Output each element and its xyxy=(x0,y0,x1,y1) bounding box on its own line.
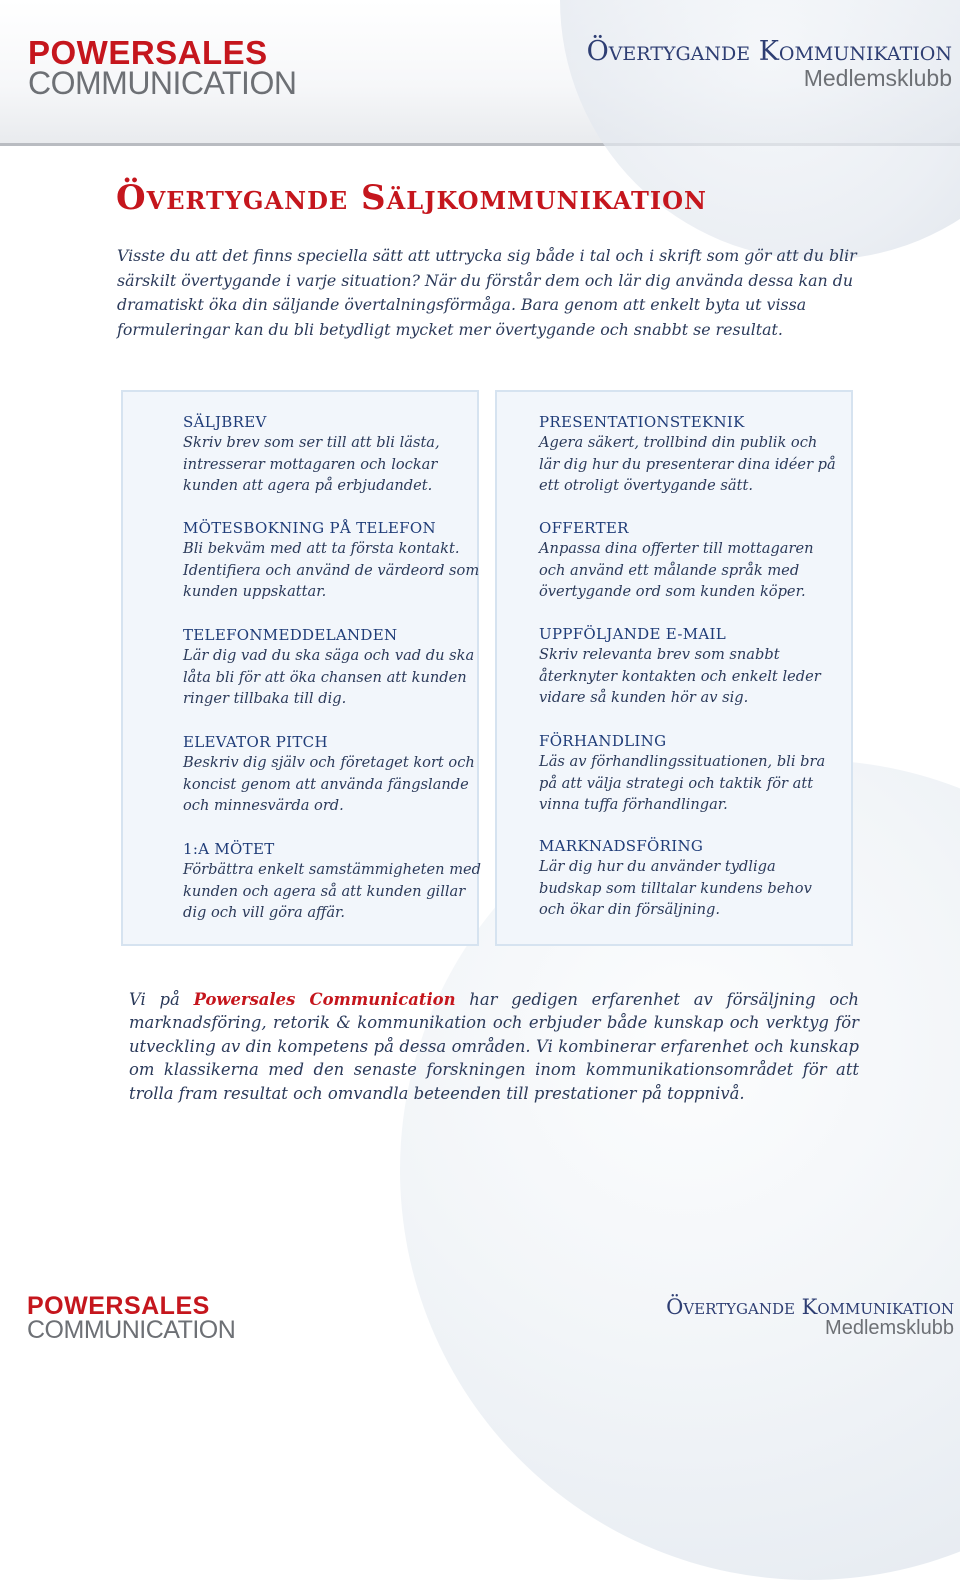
club-logo xyxy=(587,38,952,90)
topic-description: Beskriv dig själv och företaget kort och koncist genom att använda fängslande och minnesvärda ord. xyxy=(183,754,475,814)
topic-heading: PRESENTATIONSTEKNIK xyxy=(539,413,745,431)
topic-description: Skriv brev som ser till att bli lästa, intresserar mottagaren och lockar kunden att agera på erbjudandet. xyxy=(183,434,440,494)
topic-heading: MARKNADSFÖRING xyxy=(539,837,704,855)
topic-item xyxy=(183,518,483,603)
logo-line-2: COMMUNICATION xyxy=(27,1316,236,1344)
powersales-logo-footer xyxy=(27,1294,235,1343)
topic-item xyxy=(183,732,483,817)
powersales-logo xyxy=(28,36,296,99)
topic-description: Lär dig vad du ska säga och vad du ska låta bli för att öka chansen att kunden ringer tillbaka till dig. xyxy=(183,647,475,707)
page-header xyxy=(0,0,960,146)
topic-description: Bli bekväm med att ta första kontakt. Identifiera och använd de värdeord som kunden uppskattar. xyxy=(183,540,480,600)
topic-heading: UPPFÖLJANDE E-MAIL xyxy=(539,625,726,643)
topic-heading: 1:A MÖTET xyxy=(183,840,275,858)
topic-item xyxy=(183,839,483,924)
closing-text-start: Vi på xyxy=(129,990,194,1009)
topic-heading: MÖTESBOKNING PÅ TELEFON xyxy=(183,519,436,537)
topic-item xyxy=(539,731,839,816)
topic-heading: FÖRHANDLING xyxy=(539,732,667,750)
topic-heading: OFFERTER xyxy=(539,519,629,537)
logo-line-2: COMMUNICATION xyxy=(28,65,297,101)
topic-heading: ELEVATOR PITCH xyxy=(183,733,328,751)
topic-description: Lär dig hur du använder tydliga budskap som tilltalar kundens behov och ökar din försäljning. xyxy=(539,858,812,918)
topic-description: Agera säkert, trollbind din publik och lär dig hur du presenterar dina idéer på ett otroligt övertygande sätt. xyxy=(539,434,836,494)
page-title: Övertygande Säljkommunikation xyxy=(116,178,707,218)
club-name: Övertygande Kommunikation xyxy=(586,36,952,67)
club-name: Övertygande Kommunikation xyxy=(666,1295,954,1319)
topic-heading: SÄLJBREV xyxy=(183,413,267,431)
topic-item xyxy=(183,625,483,710)
club-subtitle: Medlemsklubb xyxy=(803,65,952,92)
topic-item xyxy=(183,412,483,497)
closing-paragraph xyxy=(129,988,859,1105)
club-logo-footer xyxy=(666,1296,954,1339)
logo-line-1: POWERSALES xyxy=(28,34,268,71)
topics-box-right xyxy=(495,390,853,946)
logo-line-1: POWERSALES xyxy=(27,1292,210,1320)
topic-description: Förbättra enkelt samstämmigheten med kunden och agera så att kunden gillar dig och vill göra affär. xyxy=(183,861,482,921)
topic-item xyxy=(539,412,839,497)
topic-item xyxy=(539,518,839,603)
topic-description: Skriv relevanta brev som snabbt återknyter kontakten och enkelt leder vidare så kunden hör av sig. xyxy=(539,646,821,706)
topics-box-left xyxy=(121,390,482,946)
topic-item xyxy=(539,624,839,709)
brand-name: Powersales Communication xyxy=(193,990,456,1009)
intro-paragraph: Visste du att det finns speciella sätt att uttrycka sig både i tal och i skrift som gör att du blir särskilt övertygande i varje situation? När du förstår dem och lär dig använda dessa kan du dramatiskt öka din säljande övertalningsförmåga. Bara genom att enkelt byta ut vissa formuleringar kan du bli betydligt mycket mer övertygande och snabbt se resultat. xyxy=(117,246,857,339)
topic-heading: TELEFONMEDDELANDEN xyxy=(183,626,398,644)
topic-item xyxy=(539,836,839,921)
closing-text-end: har gedigen erfarenhet av försäljning och marknadsföring, retorik & kommunikation och erbjuder både kunskap och verktyg för utveckling av din kompetens på dessa områden. Vi kombinerar erfarenhet och kunskap om klassikerna med den senaste forskningen inom kommunikationsområdet för att trolla fram resultat och omvandla beteenden till prestationer på toppnivå. xyxy=(129,990,859,1103)
topic-description: Läs av förhandlingssituationen, bli bra på att välja strategi och taktik för att vinna tuffa förhandlingar. xyxy=(539,753,826,813)
club-subtitle: Medlemsklubb xyxy=(825,1317,954,1340)
topic-description: Anpassa dina offerter till mottagaren och använd ett målande språk med övertygande ord som kunden köper. xyxy=(539,540,814,600)
